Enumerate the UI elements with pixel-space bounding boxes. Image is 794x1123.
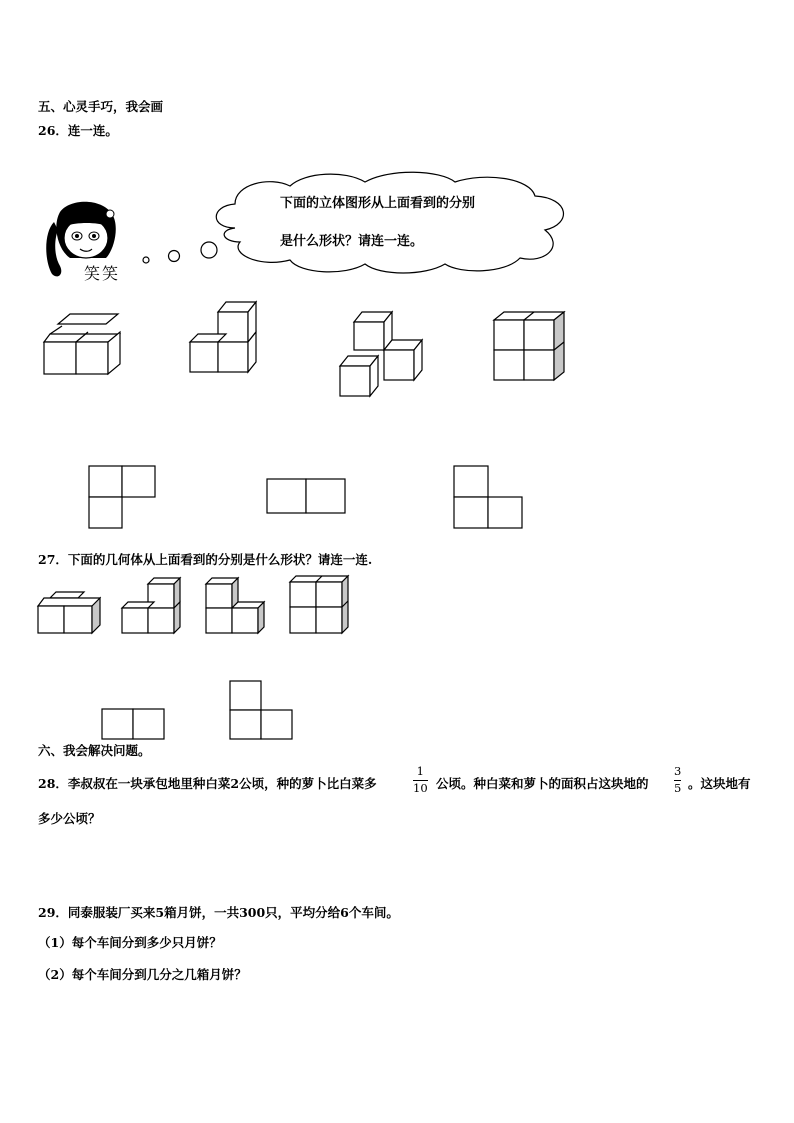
thought-bubble xyxy=(140,168,580,278)
question-29-sub-1: （1）每个车间分到多少只月饼？ xyxy=(38,935,222,950)
bubble-text-line-1: 下面的立体图形从上面看到的分别 xyxy=(280,196,476,211)
fraction-1-numerator: 1 xyxy=(416,764,424,778)
solid-figure-c xyxy=(336,310,431,400)
q27-solid-2 xyxy=(120,576,186,636)
top-view-2 xyxy=(266,478,348,516)
solid-figure-d xyxy=(490,310,570,382)
question-27-text: 27．下面的几何体从上面看到的分别是什么形状？请连一连. xyxy=(38,552,373,567)
top-view-1 xyxy=(88,465,158,531)
fraction-2-numerator: 3 xyxy=(674,764,682,778)
q27-solid-1 xyxy=(36,590,102,636)
fraction-2-denominator: 5 xyxy=(674,780,682,795)
question-29-text: 29．同泰服装厂买来5箱月饼，一共300只，平均分给6个车间。 xyxy=(38,905,399,920)
character-name: 笑笑 xyxy=(84,264,121,283)
solid-figure-b xyxy=(186,300,266,378)
bubble-text-line-2: 是什么形状？请连一连。 xyxy=(280,234,424,249)
top-view-3 xyxy=(453,465,525,531)
fraction-1-denominator: 10 xyxy=(413,780,428,795)
q27-solid-4 xyxy=(288,574,354,636)
question-28-part-1: 28．李叔叔在一块承包地里种白菜2公顷，种的萝卜比白菜多 xyxy=(38,776,377,791)
question-28-part-3: 。这块地有 xyxy=(688,776,751,791)
question-26-title: 26．连一连。 xyxy=(38,123,118,138)
fraction-one-tenth xyxy=(413,766,428,794)
question-28-part-2: 公顷。种白菜和萝卜的面积占这块地的 xyxy=(436,776,649,791)
section-heading-6: 六、我会解决问题。 xyxy=(38,743,151,758)
section-heading-5: 五、心灵手巧，我会画 xyxy=(38,99,164,114)
question-29-sub-2: （2）每个车间分到几分之几箱月饼？ xyxy=(38,967,247,982)
q27-solid-3 xyxy=(204,576,270,636)
question-28-line-2: 多少公顷？ xyxy=(38,811,101,826)
q27-top-view-1 xyxy=(101,708,167,742)
solid-figure-a xyxy=(40,318,125,378)
q27-top-view-2 xyxy=(229,680,295,742)
fraction-three-fifths xyxy=(674,766,681,794)
